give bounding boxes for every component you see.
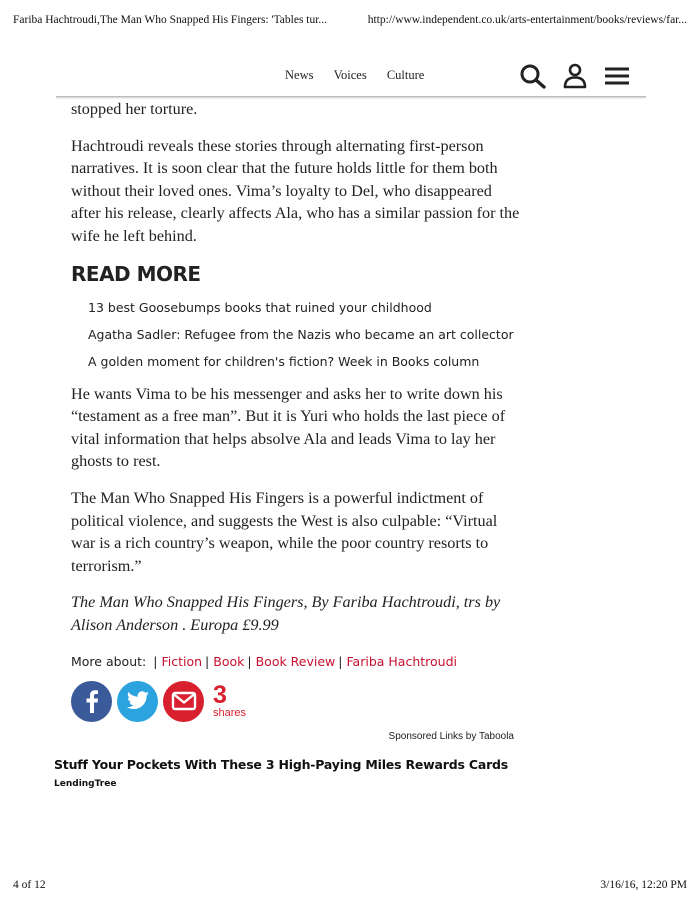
tag-separator: | [247, 653, 252, 669]
tag-separator: | [338, 653, 343, 669]
read-more-list [71, 294, 521, 375]
sponsored-promo-title[interactable]: Stuff Your Pockets With These 3 High-Paying Miles Rewards Cards [54, 757, 509, 772]
read-more-link[interactable]: A golden moment for children's fiction? Week in Books column [88, 353, 480, 369]
nav-item-voices[interactable]: Voices [333, 68, 367, 82]
share-bar [71, 680, 246, 722]
email-icon [171, 691, 197, 711]
print-page-number: 4 of 12 [13, 879, 46, 891]
tag-fiction[interactable]: Fiction [161, 653, 203, 669]
nav-item-news[interactable]: News [285, 68, 314, 82]
header-actions [519, 63, 631, 89]
book-caption: The Man Who Snapped His Fingers, By Fariba Hachtroudi, trs by Alison Anderson . Europa £9.99 [71, 593, 501, 634]
article-paragraph: stopped her torture. [71, 100, 198, 118]
site-header [56, 56, 646, 98]
tag-book-review[interactable]: Book Review [255, 653, 336, 669]
menu-icon[interactable] [603, 63, 631, 89]
tag-separator: | [153, 653, 158, 669]
print-page-url: http://www.independent.co.uk/arts-entertainment/books/reviews/far... [367, 14, 687, 26]
email-share-button[interactable] [163, 681, 204, 722]
more-about-label: More about: [71, 653, 147, 669]
twitter-icon [126, 691, 150, 711]
print-footer [13, 879, 687, 895]
user-icon[interactable] [561, 63, 589, 89]
read-more-heading: READ MORE [71, 261, 201, 286]
article-body [71, 96, 521, 691]
read-more-link[interactable]: 13 best Goosebumps books that ruined your childhood [88, 299, 432, 315]
nav-item-culture[interactable]: Culture [386, 68, 425, 82]
share-count-number: 3 [213, 681, 227, 709]
tag-book[interactable]: Book [213, 653, 245, 669]
twitter-share-button[interactable] [117, 681, 158, 722]
tag-fariba-hachtroudi[interactable]: Fariba Hachtroudi [346, 653, 457, 669]
article-paragraph: Hachtroudi reveals these stories through alternating first-person narratives. It is soon clear that the future holds little for them both without their loved ones. Vima’s loyalty to Del, who disappeared after his release, clearly affects Ala, who has a similar passion for the wife he left behind. [71, 136, 520, 245]
share-count [213, 683, 246, 719]
share-count-label: shares [213, 707, 247, 719]
print-header [13, 14, 687, 30]
article-paragraph: The Man Who Snapped His Fingers is a powerful indictment of political violence, and suggests the West is also culpable: “Virtual war is a rich country’s weapon, while the poor country resorts to terrorism.” [71, 488, 498, 575]
main-nav [285, 68, 441, 83]
print-datetime: 3/16/16, 12:20 PM [600, 879, 687, 891]
more-about-tags [71, 651, 521, 674]
article-paragraph: He wants Vima to be his messenger and asks her to write down his “testament as a free man”. But it is Yuri who holds the last piece of vital information that helps absolve Ala and leads Vima to lay her ghosts to rest. [71, 384, 506, 471]
tag-separator: | [205, 653, 210, 669]
read-more-link[interactable]: Agatha Sadler: Refugee from the Nazis who became an art collector [88, 326, 514, 342]
print-page-title: Fariba Hachtroudi,The Man Who Snapped His Fingers: 'Tables tur... [13, 14, 328, 26]
search-icon[interactable] [519, 63, 547, 89]
facebook-share-button[interactable] [71, 681, 112, 722]
sponsored-promo-source[interactable]: LendingTree [54, 779, 117, 789]
facebook-icon [85, 689, 99, 713]
sponsored-links-label[interactable]: Sponsored Links by Taboola [388, 731, 514, 742]
